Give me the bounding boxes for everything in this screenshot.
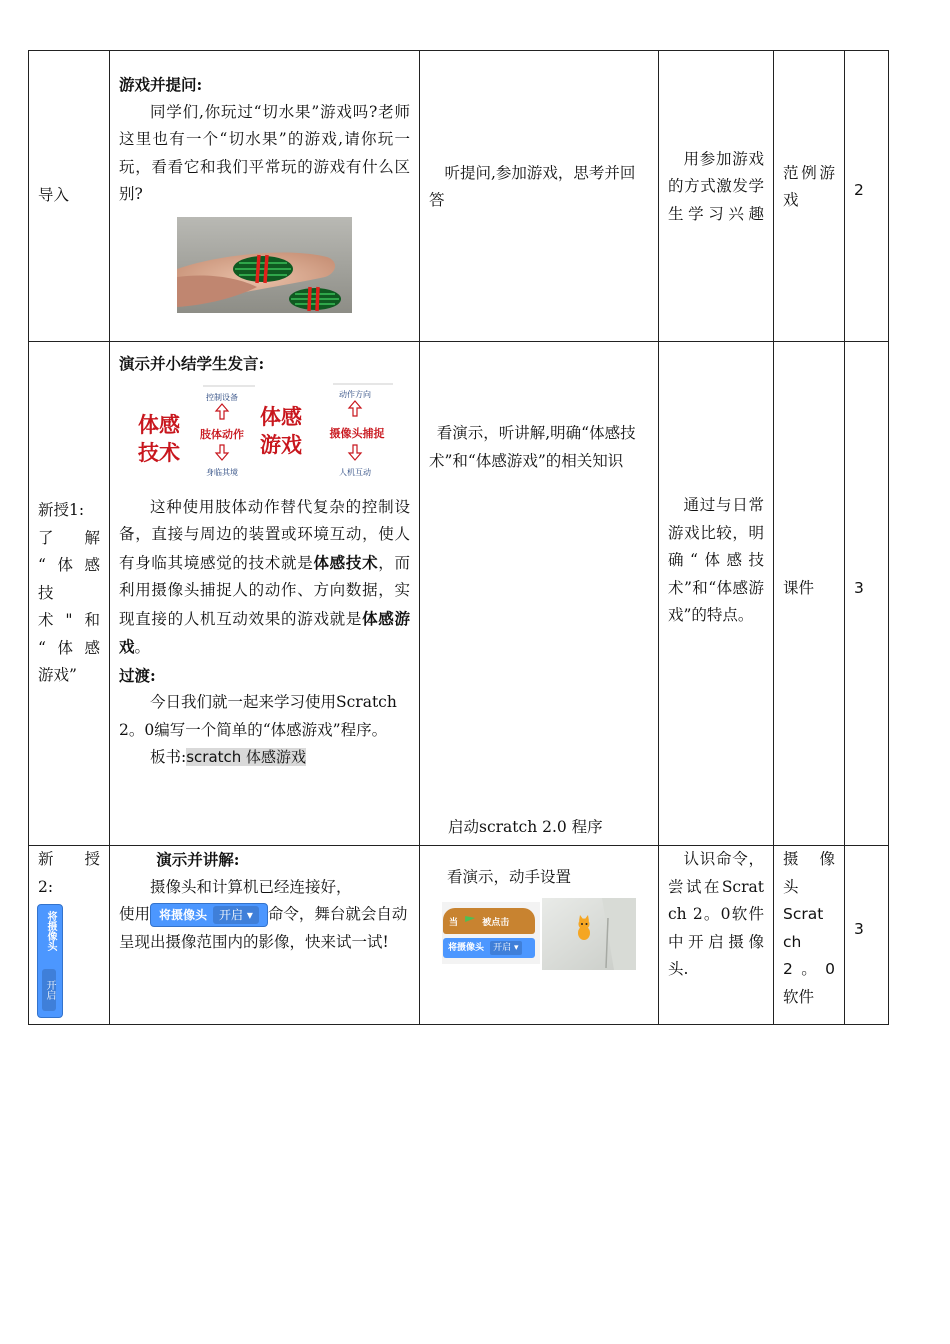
design-intent: 通过与日常游戏比较，明确“体感技术”和“体感游戏”的特点。 [668, 496, 764, 624]
svg-text:摄像头捕捉: 摄像头捕捉 [329, 426, 385, 440]
arrow-down-icon [216, 445, 228, 460]
when-flag-clicked-block: 当 被点击 [443, 908, 535, 934]
svg-text:人机互动: 人机互动 [339, 467, 371, 477]
media-cell [774, 342, 845, 846]
camera-on-block-small: 将摄像头 开启 ▾ [443, 938, 535, 958]
svg-text:身临其境: 身临其境 [206, 467, 238, 477]
time-minutes: 3 [854, 920, 864, 939]
stage-cell [29, 51, 110, 342]
stage-label: 导入 [38, 186, 70, 205]
table-row [29, 846, 889, 1025]
section-heading: 演示并小结学生发言: [119, 354, 265, 373]
teaching-media: 课件 [783, 578, 815, 597]
time-cell [845, 51, 889, 342]
content-paragraph: 摄像头和计算机已经连接好， [150, 877, 352, 896]
svg-text:肢体动作: 肢体动作 [200, 427, 244, 441]
arrow-down-icon [349, 445, 361, 460]
arrow-up-icon [216, 404, 228, 419]
section-heading: 演示并讲解: [156, 850, 240, 869]
content-cell [110, 846, 420, 1025]
term-somatosensory-tech: 体感技术 [313, 552, 379, 572]
svg-text:动作方向: 动作方向 [339, 389, 371, 399]
time-minutes: 3 [854, 578, 864, 597]
media-cell [774, 846, 845, 1025]
diagram-left-title-2: 技术 [138, 439, 180, 465]
content-paragraph: 同学们,你玩过“切水果”游戏吗?老师这里也有一个“切水果”的游戏,请你玩一玩，看看它和我们平常玩的游戏有什么区别? [119, 102, 410, 203]
camera-on-block: 将摄像头 开启 ▾ [150, 903, 268, 927]
fruit-game-photo [177, 217, 352, 313]
content-paragraph: 使用 将摄像头 开启 ▾ 命令，舞台就会自动呈现出摄像范围内的影像，快来试一试! [119, 905, 408, 951]
time-minutes: 2 [854, 181, 864, 200]
student-activity-bottom: 启动scratch 2.0 程序 [448, 817, 603, 836]
content-cell [110, 342, 420, 846]
scratch-script-screenshot [442, 898, 637, 970]
teaching-media: 摄像 头 Scrat ch 2。0 软件 [783, 850, 835, 1006]
teaching-media: 范例游戏 [783, 163, 835, 209]
board-text: scratch 体感游戏 [186, 748, 307, 766]
table-row [29, 342, 889, 846]
student-activity: 看演示，听讲解,明确“体感技术”和“体感游戏”的相关知识 [429, 424, 636, 470]
stage-label: 新授1: 了解 “体感 技 术"和 “体感 游戏” [38, 501, 100, 685]
design-intent: 用参加游戏的方式激发学生学习兴趣 [668, 149, 764, 223]
student-activity: 看演示，动手设置 [447, 868, 572, 886]
board-writing: 板书:scratch 体感游戏 [150, 748, 307, 766]
green-flag-icon [465, 916, 475, 926]
student-activity-cell [420, 342, 659, 846]
lesson-plan-table [28, 50, 889, 1025]
media-cell [774, 51, 845, 342]
stage-cell [29, 846, 110, 1025]
somatosensory-diagram [119, 380, 411, 484]
scratch-cat-icon [578, 915, 590, 940]
stage-label-number: 2: [38, 877, 54, 896]
diagram-left-title-1: 体感 [138, 411, 180, 437]
svg-text:控制设备: 控制设备 [206, 392, 238, 402]
stage-cell [29, 342, 110, 846]
stage-camera-preview [542, 898, 636, 970]
term-somatosensory-game: 体感游戏 [119, 608, 410, 656]
camera-block-vertical: 将摄像头 开启 [37, 904, 63, 1018]
student-activity-cell [420, 846, 659, 1025]
arrow-up-icon [349, 401, 361, 416]
content-paragraph: 这种使用肢体动作替代复杂的控制设备，直接与周边的装置或环境互动，使人有身临其境感觉的技术就是体感技术，而利用摄像头捕捉人的动作、方向数据，实现直接的人机互动效果的游戏就是体感游戏。 [119, 497, 410, 656]
design-intent-cell [659, 51, 774, 342]
student-activity-cell [420, 51, 659, 342]
student-activity: 听提问,参加游戏，思考并回答 [429, 163, 636, 209]
time-cell [845, 342, 889, 846]
transition-text: 今日我们就一起来学习使用Scratch 2。0编写一个简单的“体感游戏”程序。 [119, 693, 397, 739]
section-heading: 游戏并提问: [119, 75, 203, 94]
table-row [29, 51, 889, 342]
transition-heading: 过渡: [119, 665, 156, 685]
content-cell [110, 51, 420, 342]
design-intent: 认识命令，尝试在Scratch 2。0软件中开启摄像头. [668, 850, 764, 978]
design-intent-cell [659, 846, 774, 1025]
diagram-right-title-1: 体感 [260, 403, 302, 429]
time-cell [845, 846, 889, 1025]
stage-label: 新授 [38, 850, 100, 868]
diagram-right-title-2: 游戏 [260, 431, 302, 457]
design-intent-cell [659, 342, 774, 846]
